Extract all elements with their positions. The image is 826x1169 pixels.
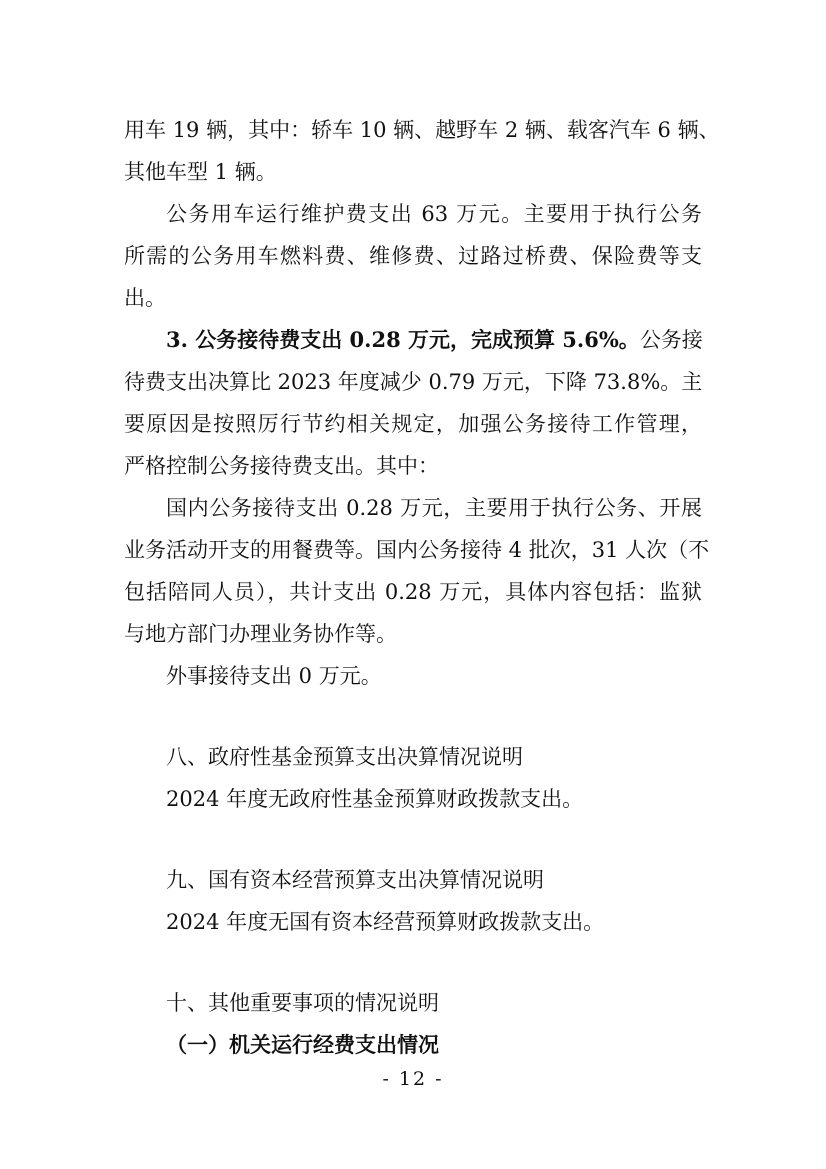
- domestic-line-2: 业务活动开支的用餐费等。国内公务接待 4 批次，31 人次（不: [124, 538, 710, 562]
- domestic-line-1: 国内公务接待支出 0.28 万元，主要用于执行公务、开展: [166, 496, 702, 520]
- page-number: - 12 -: [382, 1068, 444, 1090]
- section-9-body: 2024 年度无国有资本经营预算财政拨款支出。: [166, 910, 605, 934]
- reception-line-2: 待费支出决算比 2023 年度减少 0.79 万元，下降 73.8%。主: [124, 370, 703, 394]
- reception-line-3: 要原因是按照厉行节约相关规定，加强公务接待工作管理，: [124, 412, 702, 436]
- section-8-body: 2024 年度无政府性基金预算财政拨款支出。: [166, 787, 584, 811]
- maintenance-line-1: 公务用车运行维护费支出 63 万元。主要用于执行公务: [166, 202, 702, 226]
- vehicles-line-1: 用车 19 辆，其中：轿车 10 辆、越野车 2 辆、载客汽车 6 辆、: [124, 118, 720, 142]
- foreign-line-1: 外事接待支出 0 万元。: [166, 664, 382, 688]
- section-10-subheading: （一）机关运行经费支出情况: [166, 1033, 439, 1057]
- domestic-line-3: 包括陪同人员），共计支出 0.28 万元，具体内容包括：监狱: [124, 580, 702, 604]
- section-10-heading: 十、其他重要事项的情况说明: [166, 991, 439, 1015]
- reception-line-1: [166, 324, 703, 356]
- maintenance-line-2: 所需的公务用车燃料费、维修费、过路过桥费、保险费等支: [124, 244, 702, 268]
- reception-line-1-rest: 公务接: [639, 328, 703, 352]
- domestic-line-4: 与地方部门办理业务协作等。: [124, 622, 397, 646]
- vehicles-line-2: 其他车型 1 辆。: [124, 160, 277, 184]
- maintenance-line-3: 出。: [124, 286, 166, 310]
- reception-line-4: 严格控制公务接待费支出。其中：: [124, 454, 439, 478]
- section-9-heading: 九、国有资本经营预算支出决算情况说明: [166, 868, 544, 892]
- reception-lead: 3. 公务接待费支出 0.28 万元，完成预算 5.6%。: [166, 327, 640, 352]
- section-8-heading: 八、政府性基金预算支出决算情况说明: [166, 745, 523, 769]
